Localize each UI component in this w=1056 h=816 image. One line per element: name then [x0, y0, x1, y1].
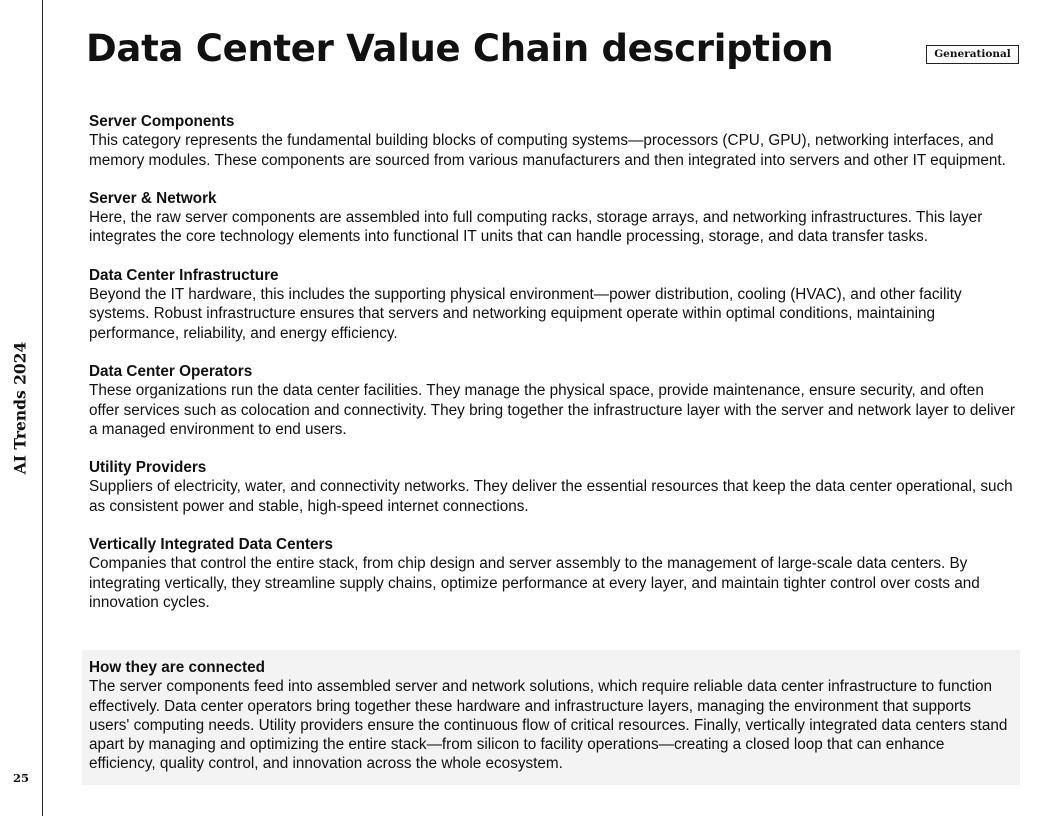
section-body: Suppliers of electricity, water, and connectivity networks. They deliver the essential resources that keep the data center operational, such as consistent power and stable, high-speed internet connections.: [89, 478, 1013, 515]
section-data-center-operators: [89, 362, 1015, 439]
section-heading: Data Center Infrastructure: [89, 266, 279, 284]
category-tag: Generational: [926, 45, 1019, 64]
section-heading: Utility Providers: [89, 459, 207, 477]
report-name-label: AI Trends 2024: [10, 341, 30, 475]
how-connected-callout: [82, 650, 1020, 785]
value-chain-sections: [89, 112, 1015, 631]
section-body: Here, the raw server components are assembled into full computing racks, storage arrays, and networking infrastructures. This layer integrates the core technology elements into functional IT units that can handle processing, storage, and data transfer tasks.: [89, 209, 983, 246]
callout-heading: How they are connected: [89, 659, 265, 676]
section-server-network: [89, 189, 1015, 247]
section-body: These organizations run the data center facilities. They manage the physical space, provide maintenance, ensure security, and often offer services such as colocation and connectivity. They bring together the infrastructure layer with the server and network layer to deliver a managed environment to end users.: [89, 382, 1015, 438]
section-heading: Server Components: [89, 113, 235, 130]
section-body: This category represents the fundamental building blocks of computing systems—processors (CPU, GPU), networking interfaces, and memory modules. These components are sourced from various manufacturers and then integrated into servers and other IT equipment.: [89, 132, 1006, 169]
page-number: 25: [13, 771, 30, 785]
section-heading: Data Center Operators: [89, 362, 253, 380]
section-body: Beyond the IT hardware, this includes the supporting physical environment—power distribution, cooling (HVAC), and other facility systems. Robust infrastructure ensures that servers and networking equipment operate within optimal conditions, maintaining performance, reliability, and energy efficiency.: [89, 286, 962, 342]
vertical-divider: [42, 0, 43, 816]
page-title: Data Center Value Chain description: [86, 27, 834, 70]
callout-body: The server components feed into assembled server and network solutions, which require reliable data center infrastructure to function effectively. Data center operators bring together these hardware and infrastructure layers, managing the environment that supports users' computing needs. Utility providers ensure the continuous flow of critical resources. Finally, vertically integrated data centers stand apart by managing and optimizing the entire stack—from silicon to facility operations—creating a closed loop that can enhance efficiency, quality control, and innovation across the whole ecosystem.: [89, 678, 1008, 773]
section-vertically-integrated: [89, 535, 1015, 612]
section-body: Companies that control the entire stack, from chip design and server assembly to the management of large-scale data centers. By integrating vertically, they streamline supply chains, optimize performance at every layer, and maintain tighter control over costs and innovation cycles.: [89, 555, 980, 611]
section-server-components: [89, 112, 1015, 170]
section-utility-providers: [89, 458, 1015, 516]
section-data-center-infrastructure: [89, 266, 1015, 343]
section-heading: Server & Network: [89, 189, 217, 207]
section-heading: Vertically Integrated Data Centers: [89, 536, 333, 554]
